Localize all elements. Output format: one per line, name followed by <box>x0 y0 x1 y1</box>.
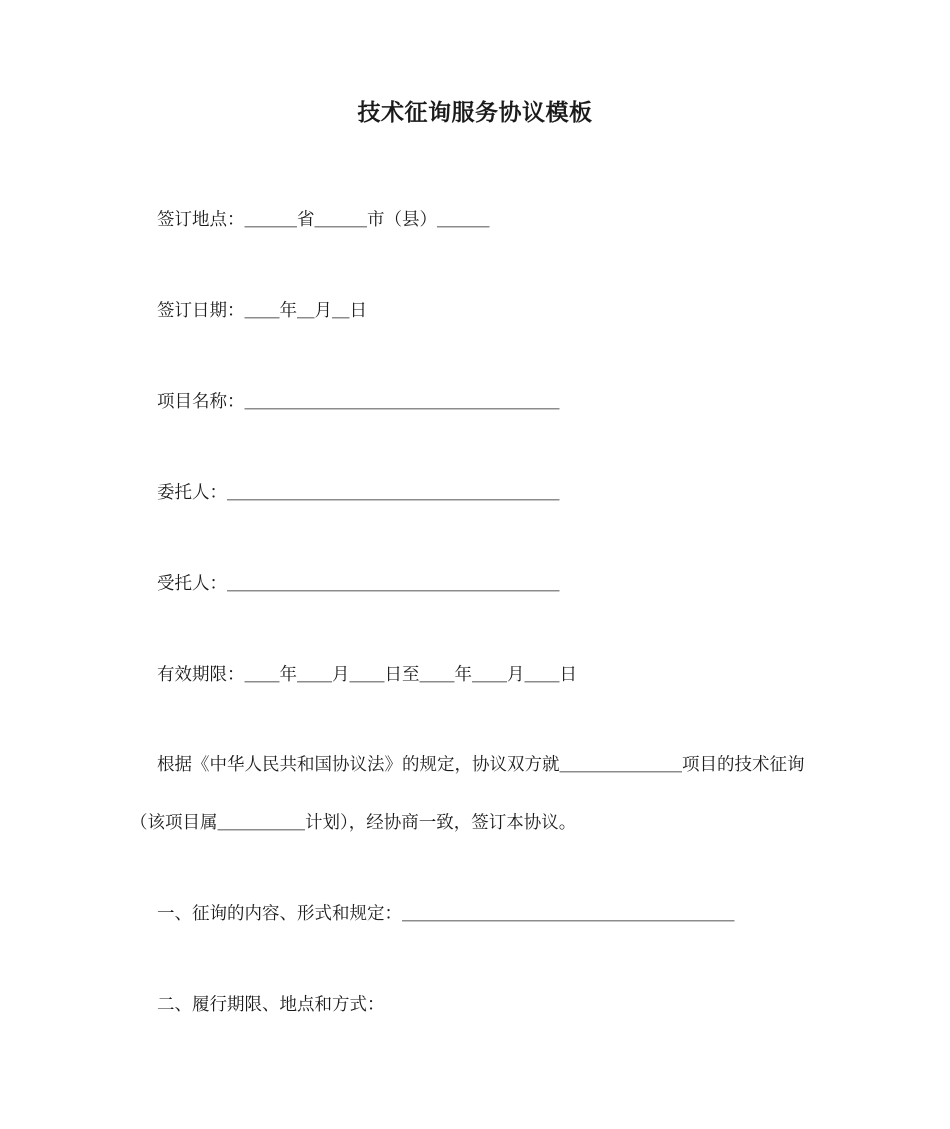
project-name-line: 项目名称：＿＿＿＿＿＿＿＿＿＿＿＿＿＿＿＿＿＿ <box>157 392 560 412</box>
signing-location-line: 签订地点：＿＿＿省＿＿＿市（县）＿＿＿ <box>157 210 490 230</box>
section-1-heading: 一、征询的内容、形式和规定：＿＿＿＿＿＿＿＿＿＿＿＿＿＿＿＿＿＿＿ <box>157 904 735 924</box>
client-line: 委托人：＿＿＿＿＿＿＿＿＿＿＿＿＿＿＿＿＿＿＿ <box>157 483 560 503</box>
section-2-heading: 二、履行期限、地点和方式： <box>157 995 385 1015</box>
paragraph-line-2: （该项目属＿＿＿＿＿计划），经协商一致，签订本协议。 <box>130 813 577 833</box>
signing-date-line: 签订日期：＿＿年＿月＿日 <box>157 301 367 321</box>
document-title: 技术征询服务协议模板 <box>357 100 593 126</box>
paragraph-line-1: 根据《中华人民共和国协议法》的规定，协议双方就＿＿＿＿＿＿＿项目的技术征询 <box>157 755 805 775</box>
contractor-line: 受托人：＿＿＿＿＿＿＿＿＿＿＿＿＿＿＿＿＿＿＿ <box>157 574 560 594</box>
validity-period-line: 有效期限：＿＿年＿＿月＿＿日至＿＿年＿＿月＿＿日 <box>157 665 577 685</box>
